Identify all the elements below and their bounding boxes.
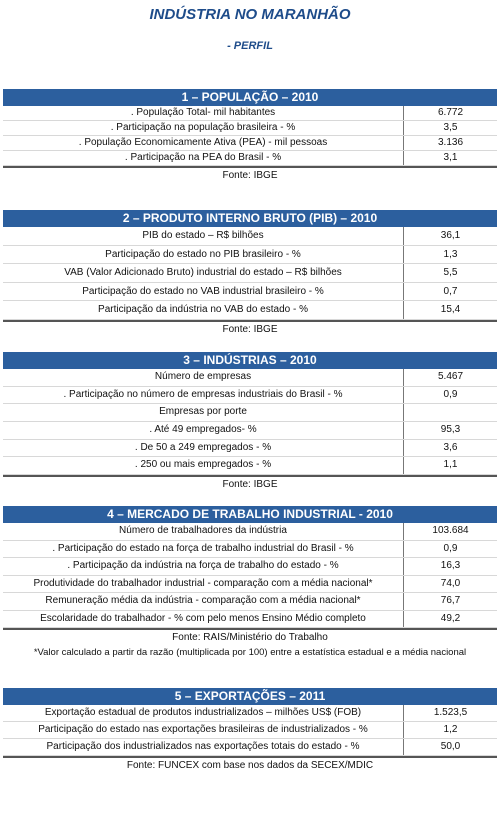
table-row (3, 558, 497, 576)
table-row (3, 387, 497, 405)
section-pib (3, 210, 497, 337)
row-value: 16,3 (403, 558, 497, 575)
row-value: 1.523,5 (403, 705, 497, 721)
source-note: Fonte: IBGE (3, 321, 497, 337)
table (3, 227, 497, 321)
row-value: 3,6 (403, 440, 497, 457)
row-value: 0,9 (403, 387, 497, 404)
row-value: 1,3 (403, 246, 497, 264)
row-value: 15,4 (403, 301, 497, 319)
section-header: 5 – EXPORTAÇÕES – 2011 (3, 688, 497, 705)
row-value: 1,1 (403, 457, 497, 474)
row-label: VAB (Valor Adicionado Bruto) industrial do estado – R$ bilhões (64, 267, 342, 278)
row-value: 74,0 (403, 576, 497, 593)
source-note: Fonte: FUNCEX com base nos dados da SECEX/MDIC (3, 757, 497, 773)
row-label: . Participação do estado na força de trabalho industrial do Brasil - % (52, 542, 354, 554)
table-row (3, 121, 497, 136)
table-row (3, 106, 497, 121)
row-label: Exportação estadual de produtos industrializados – milhões US$ (FOB) (44, 707, 362, 718)
row-label: Participação dos industrializados nas exportações totais do estado - % (46, 741, 360, 752)
row-value: 103.684 (403, 523, 497, 540)
table (3, 106, 497, 167)
section-header: 3 – INDÚSTRIAS – 2010 (3, 352, 497, 369)
page-subtitle: - PERFIL (227, 40, 273, 52)
section-header: 4 – MERCADO DE TRABALHO INDUSTRIAL - 2010 (3, 506, 497, 523)
section-mercado-trabalho (3, 506, 497, 658)
row-label: . Até 49 empregados- % (149, 424, 257, 436)
row-label: Número de empresas (154, 371, 252, 382)
footnote: *Valor calculado a partir da razão (multiplicada por 100) entre a estatística estadual e a média nacional (33, 647, 467, 658)
row-value: 0,9 (403, 541, 497, 558)
row-value: 5.467 (403, 369, 497, 386)
row-label: . Participação da indústria na força de trabalho do estado - % (67, 560, 339, 571)
table-row (3, 576, 497, 594)
row-value: 0,7 (403, 283, 497, 301)
row-label: Participação do estado no PIB brasileiro - % (105, 248, 301, 260)
page-title: INDÚSTRIA NO MARANHÃO (149, 6, 351, 23)
row-label: Participação da indústria no VAB do estado - % (98, 304, 308, 315)
row-value: 49,2 (403, 611, 497, 628)
row-value: 76,7 (403, 593, 497, 610)
row-value: 6.772 (403, 106, 497, 120)
table-row (3, 722, 497, 739)
table-row (3, 593, 497, 611)
table-row (3, 705, 497, 722)
row-label: Escolaridade do trabalhador - % com pelo menos Ensino Médio completo (40, 612, 366, 624)
row-label: . População Total- mil habitantes (130, 107, 276, 118)
row-label: Participação do estado nas exportações brasileiras de industrializados - % (38, 724, 368, 735)
row-value: 1,2 (403, 722, 497, 738)
row-label: Empresas por porte (159, 406, 247, 418)
row-value: 3.136 (403, 136, 497, 150)
table-row (3, 136, 497, 151)
table (3, 705, 497, 757)
row-label: . 250 ou mais empregados - % (134, 459, 272, 471)
row-label: Participação do estado no VAB industrial brasileiro - % (82, 285, 324, 297)
row-label: . De 50 a 249 empregados - % (134, 441, 272, 453)
row-label: Remuneração média da indústria - comparação com a média nacional* (45, 595, 361, 606)
row-label: . Participação no número de empresas industriais do Brasil - % (63, 388, 343, 400)
row-label: . Participação na PEA do Brasil - % (124, 152, 282, 163)
table-row (3, 404, 497, 422)
table (3, 369, 497, 476)
table-row (3, 457, 497, 475)
table-row (3, 227, 497, 246)
table-row (3, 422, 497, 440)
table-row (3, 739, 497, 756)
row-value: 3,1 (403, 151, 497, 165)
table-row (3, 523, 497, 541)
row-value: 5,5 (403, 264, 497, 282)
section-header: 1 – POPULAÇÃO – 2010 (3, 89, 497, 106)
row-label: PIB do estado – R$ bilhões (142, 230, 264, 241)
table-row (3, 301, 497, 320)
source-note: Fonte: IBGE (3, 167, 497, 183)
table-row (3, 246, 497, 265)
table-row (3, 151, 497, 166)
section-header: 2 – PRODUTO INTERNO BRUTO (PIB) – 2010 (3, 210, 497, 227)
table-row (3, 369, 497, 387)
row-value: 3,5 (403, 121, 497, 135)
section-populacao (3, 89, 497, 183)
table-row (3, 541, 497, 559)
row-value: 36,1 (403, 227, 497, 245)
row-value: 95,3 (403, 422, 497, 439)
row-label: . Participação na população brasileira - % (110, 122, 296, 133)
section-industrias (3, 352, 497, 492)
source-note: Fonte: IBGE (3, 476, 497, 492)
table (3, 523, 497, 629)
row-value (403, 404, 497, 421)
table-row (3, 611, 497, 629)
section-exportacoes (3, 688, 497, 773)
row-label: Produtividade do trabalhador industrial - comparação com a média nacional* (33, 577, 373, 589)
source-note: Fonte: RAIS/Ministério do Trabalho (3, 629, 497, 645)
table-row (3, 283, 497, 302)
table-row (3, 440, 497, 458)
table-row (3, 264, 497, 283)
row-label: Número de trabalhadores da indústria (119, 525, 287, 536)
row-label: . População Economicamente Ativa (PEA) - mil pessoas (78, 137, 328, 148)
row-value: 50,0 (403, 739, 497, 755)
